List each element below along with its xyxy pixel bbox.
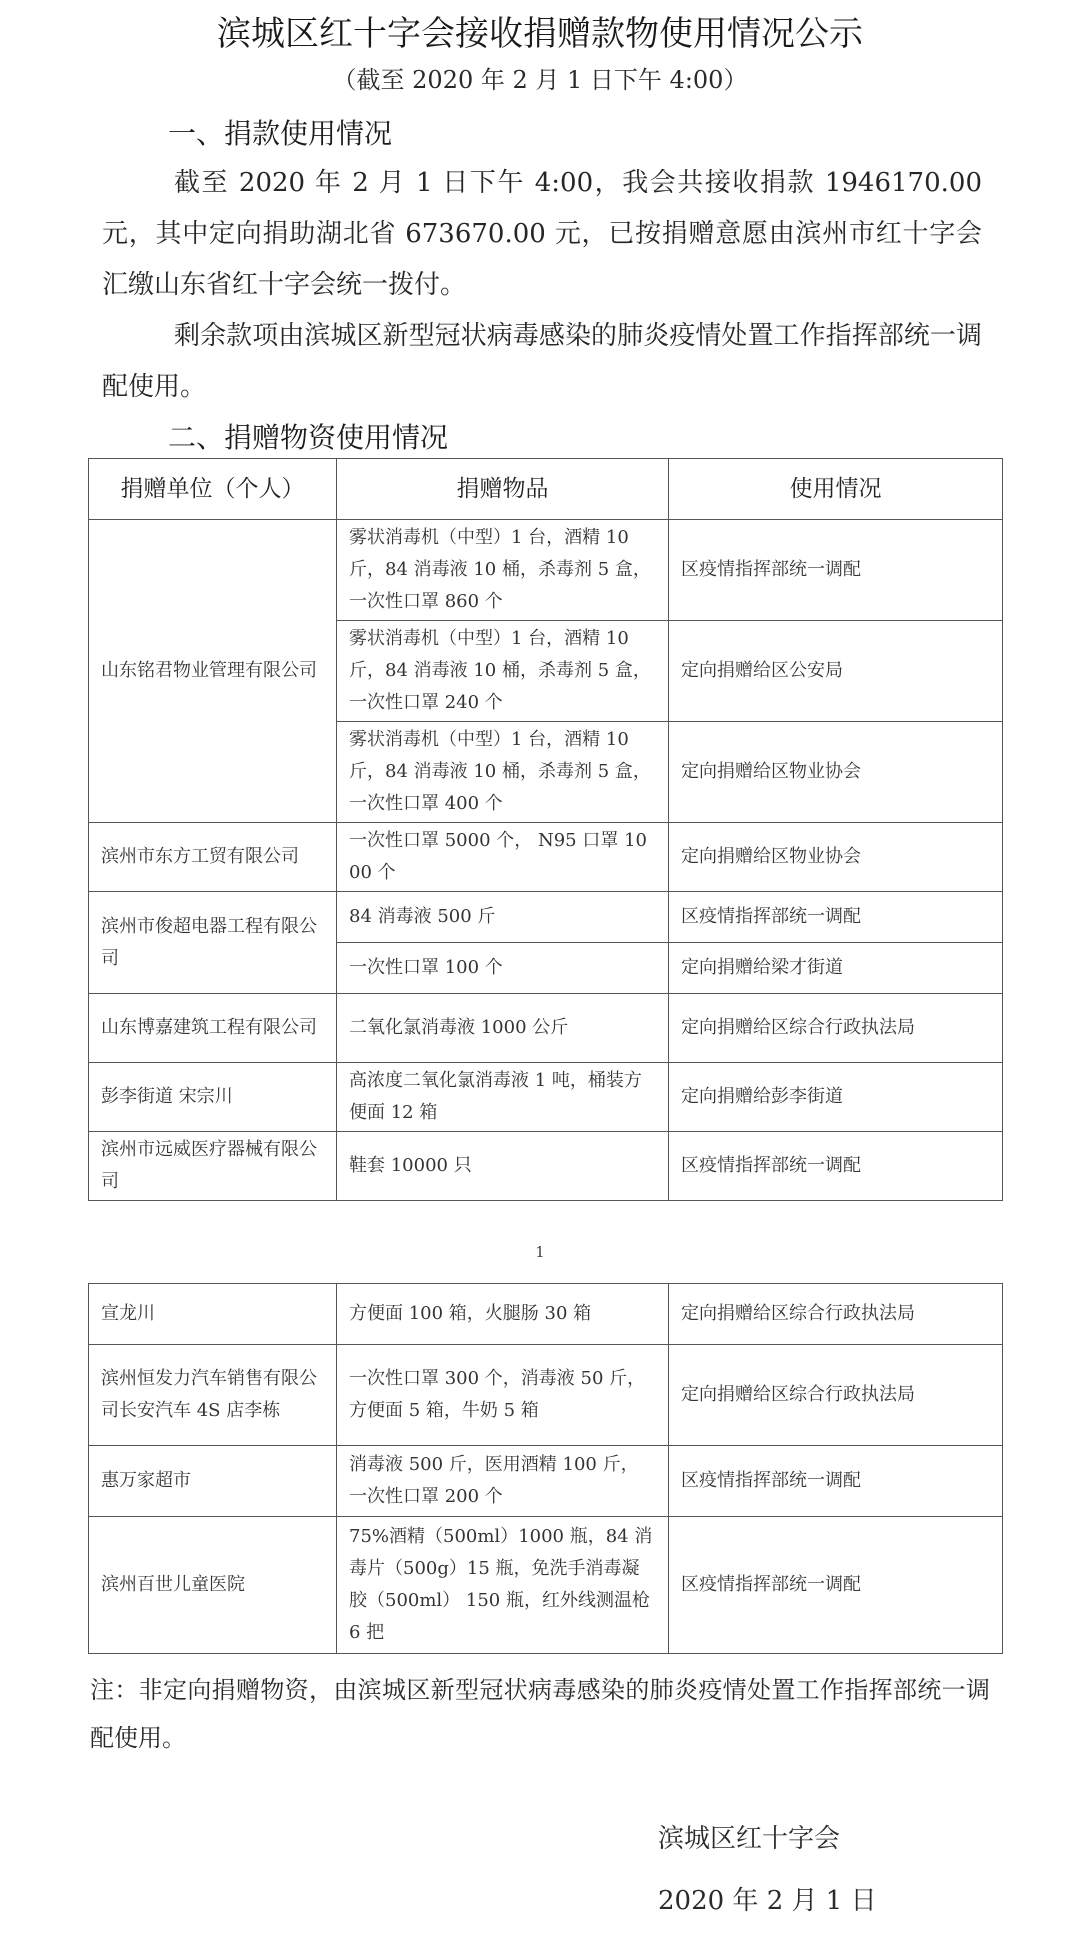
item-cell: 84 消毒液 500 斤 xyxy=(337,892,669,943)
document-subtitle: （截至 2020 年 2 月 1 日下午 4:00） xyxy=(332,66,748,94)
table-row xyxy=(89,994,1003,1063)
usage-cell: 定向捐赠给区物业协会 xyxy=(669,722,1003,823)
page-number: 1 xyxy=(535,1243,545,1261)
item-cell: 雾状消毒机（中型）1 台，酒精 10 斤，84 消毒液 10 桶，杀毒剂 5 盒，一次性口罩 860 个 xyxy=(337,520,669,621)
table-row xyxy=(89,1446,1003,1517)
section-1-heading: 一、捐款使用情况 xyxy=(168,117,393,150)
signature-date: 2020 年 2 月 1 日 xyxy=(658,1886,877,1916)
usage-cell: 区疫情指挥部统一调配 xyxy=(669,892,1003,943)
item-cell: 鞋套 10000 只 xyxy=(337,1132,669,1201)
signature-organization: 滨城区红十字会 xyxy=(658,1824,841,1854)
donation-table-part-1 xyxy=(88,458,1003,1201)
usage-cell: 定向捐赠给区综合行政执法局 xyxy=(669,994,1003,1063)
donor-cell: 惠万家超市 xyxy=(89,1446,337,1517)
usage-cell: 区疫情指挥部统一调配 xyxy=(669,520,1003,621)
donor-cell: 滨州市俊超电器工程有限公司 xyxy=(89,892,337,994)
section-1-paragraph-2: 剩余款项由滨城区新型冠状病毒感染的肺炎疫情处置工作指挥部统一调配使用。 xyxy=(102,321,982,402)
table-row xyxy=(89,892,1003,943)
document-title: 滨城区红十字会接收捐赠款物使用情况公示 xyxy=(217,14,863,54)
header-donor: 捐赠单位（个人） xyxy=(89,459,337,520)
usage-cell: 区疫情指挥部统一调配 xyxy=(669,1132,1003,1201)
table-header-row xyxy=(89,459,1003,520)
item-cell: 75%酒精（500ml）1000 瓶，84 消毒片（500g）15 瓶，免洗手消毒凝胶（500ml） 150 瓶，红外线测温枪 6 把 xyxy=(337,1517,669,1654)
item-cell: 一次性口罩 5000 个， N95 口罩 1000 个 xyxy=(337,823,669,892)
item-cell: 消毒液 500 斤，医用酒精 100 斤，一次性口罩 200 个 xyxy=(337,1446,669,1517)
usage-cell: 定向捐赠给区综合行政执法局 xyxy=(669,1284,1003,1345)
usage-cell: 定向捐赠给区物业协会 xyxy=(669,823,1003,892)
table-row xyxy=(89,823,1003,892)
usage-cell: 区疫情指挥部统一调配 xyxy=(669,1517,1003,1654)
header-usage: 使用情况 xyxy=(669,459,1003,520)
table-row xyxy=(89,1284,1003,1345)
donor-cell: 滨州市远威医疗器械有限公司 xyxy=(89,1132,337,1201)
donor-cell: 滨州恒发力汽车销售有限公司长安汽车 4S 店李栋 xyxy=(89,1345,337,1446)
table-row xyxy=(89,1063,1003,1132)
donor-cell: 滨州百世儿童医院 xyxy=(89,1517,337,1654)
footnote: 注：非定向捐赠物资，由滨城区新型冠状病毒感染的肺炎疫情处置工作指挥部统一调配使用。 xyxy=(90,1676,990,1752)
donor-cell: 山东博嘉建筑工程有限公司 xyxy=(89,994,337,1063)
usage-cell: 定向捐赠给彭李街道 xyxy=(669,1063,1003,1132)
table-row xyxy=(89,1517,1003,1654)
donor-cell: 彭李街道 宋宗川 xyxy=(89,1063,337,1132)
item-cell: 雾状消毒机（中型）1 台，酒精 10 斤，84 消毒液 10 桶，杀毒剂 5 盒，一次性口罩 400 个 xyxy=(337,722,669,823)
donor-cell: 山东铭君物业管理有限公司 xyxy=(89,520,337,823)
usage-cell: 定向捐赠给梁才街道 xyxy=(669,943,1003,994)
table-row xyxy=(89,520,1003,621)
table-row xyxy=(89,1132,1003,1201)
item-cell: 一次性口罩 100 个 xyxy=(337,943,669,994)
item-cell: 方便面 100 箱，火腿肠 30 箱 xyxy=(337,1284,669,1345)
item-cell: 雾状消毒机（中型）1 台，酒精 10 斤，84 消毒液 10 桶，杀毒剂 5 盒，一次性口罩 240 个 xyxy=(337,621,669,722)
item-cell: 一次性口罩 300 个，消毒液 50 斤，方便面 5 箱，牛奶 5 箱 xyxy=(337,1345,669,1446)
section-1-paragraph-1: 截至 2020 年 2 月 1 日下午 4:00，我会共接收捐款 1946170.00 元，其中定向捐助湖北省 673670.00 元，已按捐赠意愿由滨州市红十字会汇缴山东省红十字会统一拨付。 xyxy=(102,168,982,300)
donation-table-part-2 xyxy=(88,1283,1003,1654)
table-row xyxy=(89,1345,1003,1446)
donor-cell: 滨州市东方工贸有限公司 xyxy=(89,823,337,892)
usage-cell: 区疫情指挥部统一调配 xyxy=(669,1446,1003,1517)
item-cell: 二氧化氯消毒液 1000 公斤 xyxy=(337,994,669,1063)
usage-cell: 定向捐赠给区公安局 xyxy=(669,621,1003,722)
section-2-heading: 二、捐赠物资使用情况 xyxy=(168,421,449,454)
item-cell: 高浓度二氧化氯消毒液 1 吨，桶装方便面 12 箱 xyxy=(337,1063,669,1132)
usage-cell: 定向捐赠给区综合行政执法局 xyxy=(669,1345,1003,1446)
donor-cell: 宣龙川 xyxy=(89,1284,337,1345)
header-item: 捐赠物品 xyxy=(337,459,669,520)
